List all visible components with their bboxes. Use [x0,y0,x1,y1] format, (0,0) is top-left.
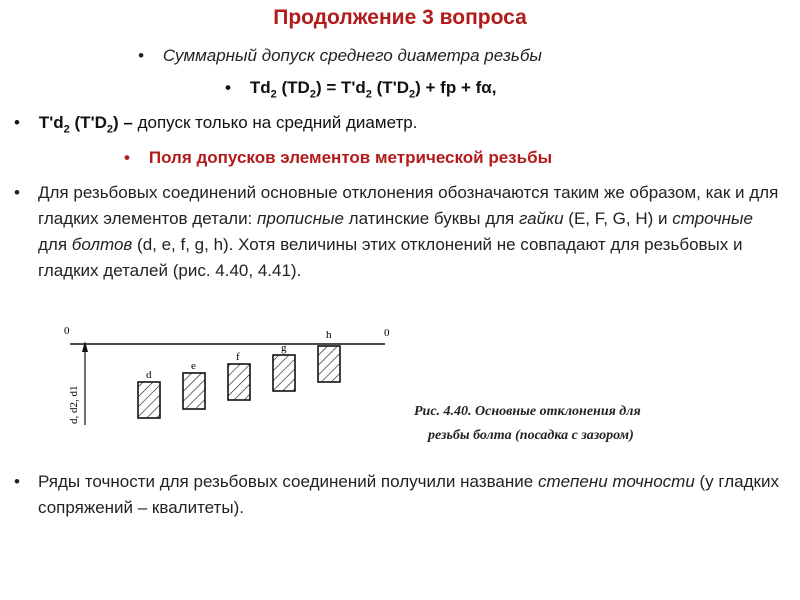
arrow-head [82,341,88,352]
axis-label: d, d2, d1 [68,385,80,424]
italic-run: гайки [518,209,564,228]
text-run: для [38,235,72,254]
bullet-marker: • [14,113,20,132]
term-sub: 2 [106,123,114,136]
bullet-text: Поля допусков элементов метрической резьбы [148,148,553,167]
formula-part: (T'D [371,78,410,97]
bullet-text: допуск только на средний диаметр. [132,113,418,132]
tolerance-field-f [228,364,250,400]
slide-title: Продолжение 3 вопроса [273,6,527,29]
bullet-marker: • [124,148,130,167]
formula-part: (TD [276,78,310,97]
term-part: ) – [113,113,133,132]
figure-caption-line1: Рис. 4.40. Основные отклонения для [414,404,641,419]
formula-part: ) = T'd [315,78,366,97]
bullet-text: Суммарный допуск среднего диаметра резьбы [162,46,542,65]
tolerance-field-g [273,355,295,391]
term-part: (T'D [69,113,107,132]
field-label-f: f [236,351,240,363]
formula-part: ) + fp + fα, [415,78,497,97]
field-label-e: e [191,360,196,372]
tolerance-field-h [318,346,340,382]
formula-sub: 2 [365,88,372,101]
tolerance-field-d [138,382,160,418]
bullet-marker: • [138,46,144,65]
field-label-g: g [281,342,287,354]
text-run: латинские буквы для [343,209,519,228]
bullet-marker: • [14,472,20,491]
term-sub: 2 [63,123,70,136]
field-label-h: h [326,329,332,341]
paragraph-text [38,469,786,521]
figure-caption-line2: резьбы болта (посадка с зазором) [428,428,634,443]
bullet-marker: • [14,183,20,202]
term-part: T'd [38,113,64,132]
formula-sub: 2 [409,88,416,101]
italic-run: степени точности [537,472,695,491]
zero-label-left: 0 [64,325,70,337]
formula-sub: 2 [309,88,316,101]
italic-run: строчные [672,209,753,228]
field-label-d: d [146,369,152,381]
formula-sub: 2 [270,88,277,101]
text-run: (d, e, f, g, h). Хотя величины этих отклонений не совпадают для резьбовых и гладких деталей (рис. 4.40, 4.41). [38,235,743,280]
tolerance-field-e [183,373,205,409]
bullet-marker: • [225,78,231,97]
zero-label-right: 0 [384,327,390,339]
formula-part: Td [249,78,271,97]
text-run: (у гладких сопряжений – квалитеты). [38,472,779,517]
text-run: (E, F, G, H) и [563,209,673,228]
italic-run: болтов [71,235,133,254]
text-run: Ряды точности для резьбовых соединений получили название [38,472,538,491]
tolerance-fields [138,329,340,418]
italic-run: прописные [257,209,344,228]
text-run: Для резьбовых соединений основные отклонения обозначаются таким же образом, как и для гладких элементов детали: [38,183,779,228]
